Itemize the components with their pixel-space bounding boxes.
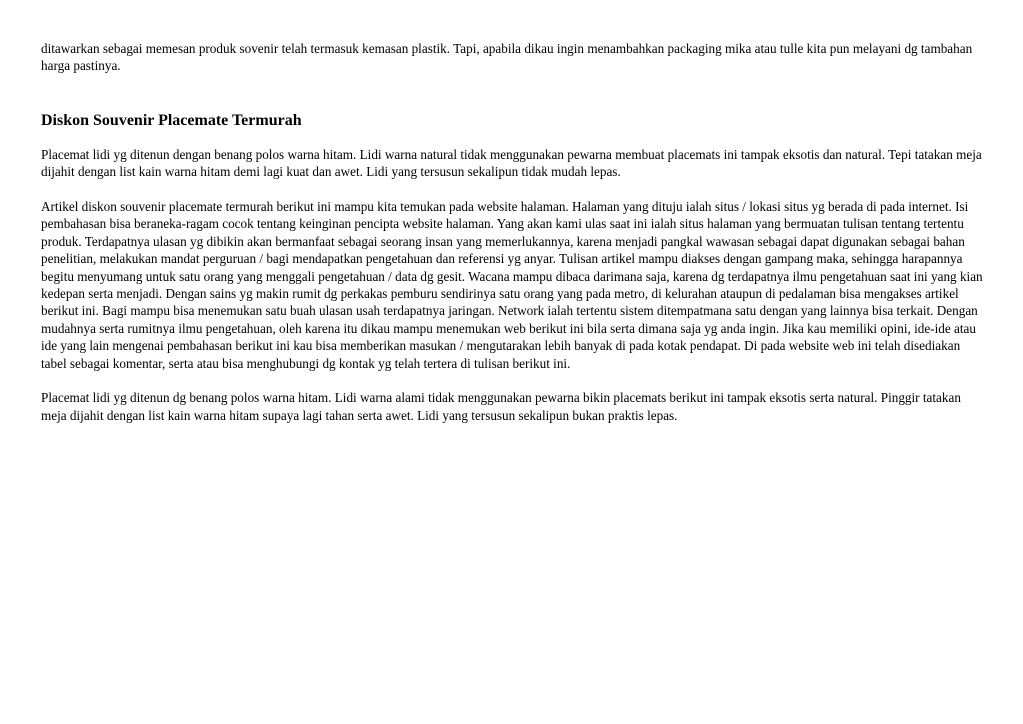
intro-paragraph: ditawarkan sebagai memesan produk sovenir telah termasuk kemasan plastik. Tapi, apabila dikau ingin menambahkan packaging mika atau tulle kita pun melayani dg tambahan harga pastinya.	[41, 41, 973, 74]
body-paragraph-2: Artikel diskon souvenir placemate termurah berikut ini mampu kita temukan pada website halaman. Halaman yang dituju ialah situs / lokasi situs yg berada di pada internet. Isi pembahasan bisa beraneka-ragam cocok tentang keinginan pencipta website halaman. Yang akan kami ulas saat ini ialah situs halaman yang bermuatan tulisan tentang tertentu produk. Terdapatnya ulasan yg dibikin akan bermanfaat sebagai seorang insan yang memerlukannya, karena menjadi pangkal wawasan sebagai dapat digunakan sebagai bahan penelitian, melakukan mandat perguruan / bagi mendapatkan pengetahuan dan referensi yg anyar. Tulisan artikel mampu diakses dengan gampang maka, sehingga harapannya begitu menyumang untuk satu orang yang menggali pengetahuan / data dg gesit. Wacana mampu dibaca darimana saja, karena dg terdapatnya ilmu pengetahuan saat ini yang kian kedepan serta menjadi. Dengan sains yg makin rumit dg perkakas pemburu sendirinya satu orang yang pada metro, di kelurahan ataupun di pedalaman bisa mengakses artikel berikut ini. Bagi mampu bisa menemukan satu buah ulasan usah terdapatnya jaringan. Network ialah tertentu sistem ditempatmana satu dengan yang lainnya bisa terkait. Dengan mudahnya serta rumitnya ilmu pengetahuan, oleh karena itu dikau mampu menemukan web berikut ini bila serta dimana saja yg anda ingin. Jika kau memiliki opini, ide-ide atau ide yang lain mengenai pembahasan berikut ini kau bisa memberikan masukan / mengutarakan lebih banyak di pada kotak pendapat. Di pada website web ini telah disediakan tabel sebagai komentar, serta atau bisa menghubungi dg kontak yg telah tertera di tulisan berikut ini.	[41, 199, 983, 371]
body-paragraph-3: Placemat lidi yg ditenun dg benang polos warna hitam. Lidi warna alami tidak menggunakan pewarna bikin placemats berikut ini tampak eksotis serta natural. Pinggir tatakan meja dijahit dengan list kain warna hitam supaya lagi tahan serta awet. Lidi yang tersusun sekalipun bukan praktis lepas.	[41, 390, 961, 423]
section-heading: Diskon Souvenir Placemate Termurah	[41, 111, 302, 129]
body-paragraph-1: Placemat lidi yg ditenun dengan benang polos warna hitam. Lidi warna natural tidak menggunakan pewarna membuat placemats ini tampak eksotis dan natural. Tepi tatakan meja dijahit dengan list kain warna hitam demi lagi kuat dan awet. Lidi yang tersusun sekalipun tidak mudah lepas.	[41, 146, 982, 180]
document-page	[41, 40, 986, 424]
